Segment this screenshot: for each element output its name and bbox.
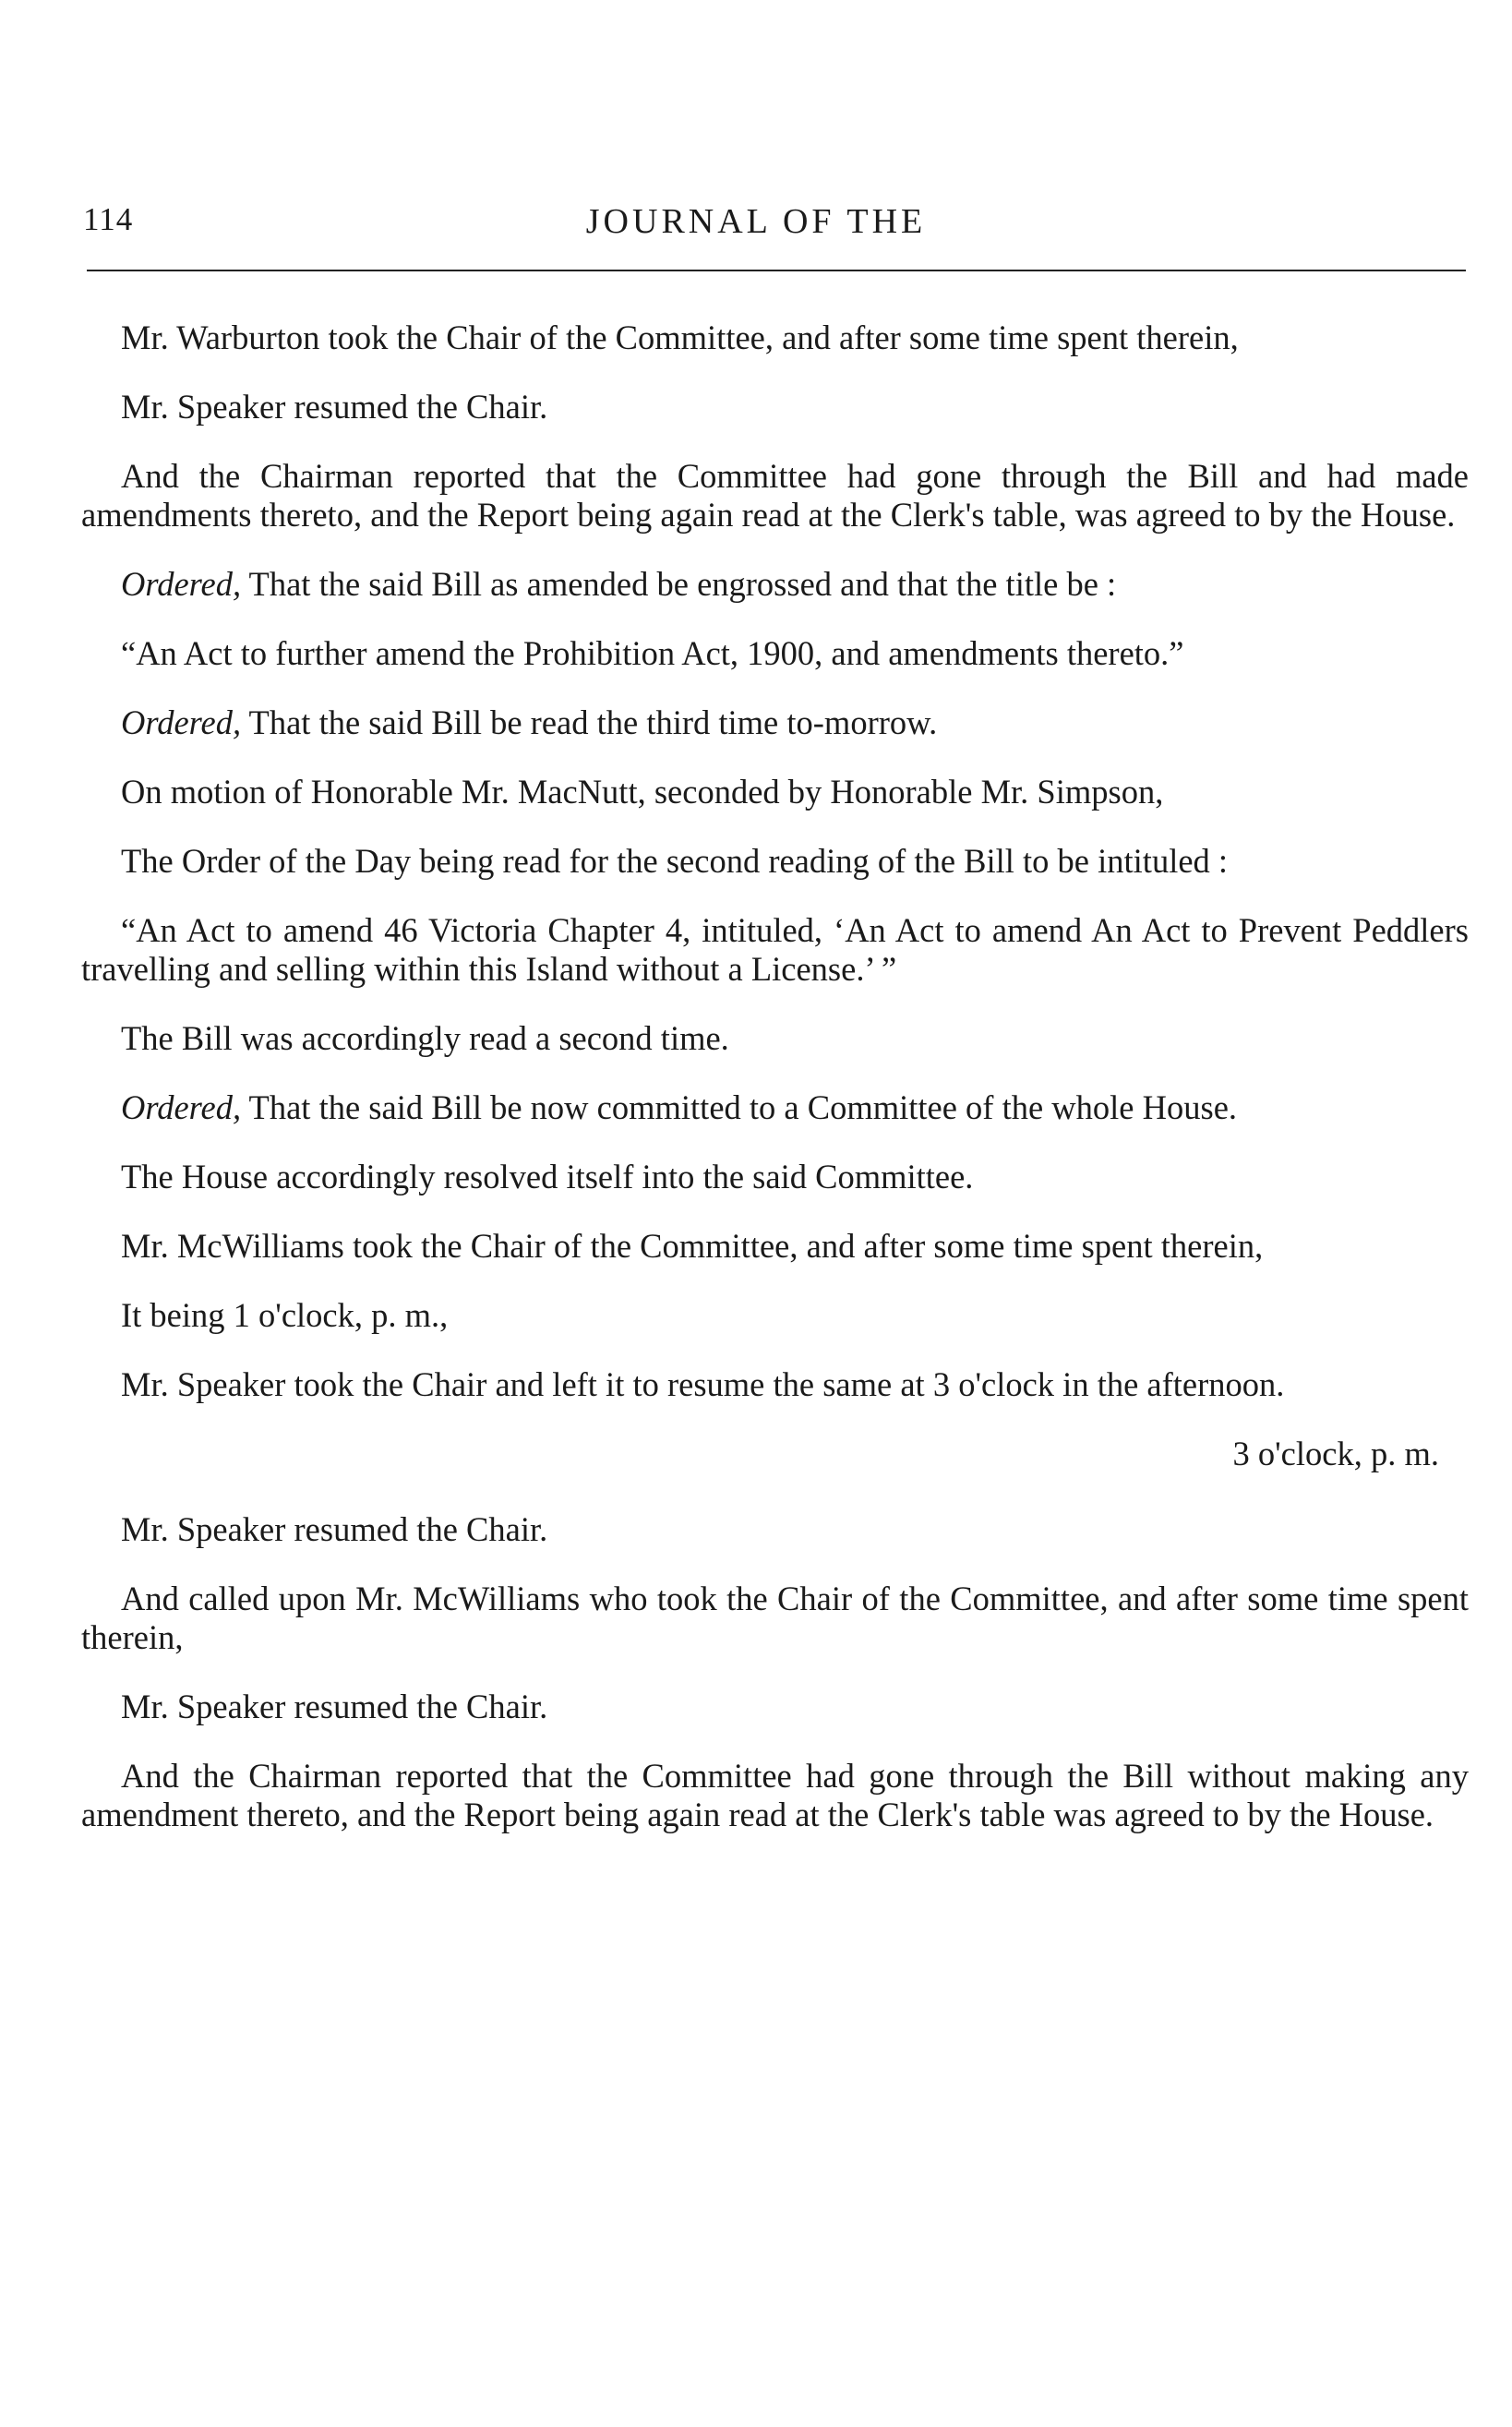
paragraph: On motion of Honorable Mr. MacNutt, seconded by Honorable Mr. Simpson, bbox=[121, 773, 1164, 811]
page-number: 114 bbox=[83, 201, 134, 237]
paragraph: Mr. Speaker resumed the Chair. bbox=[121, 388, 548, 426]
header-rule bbox=[87, 270, 1466, 271]
ordered-lead: Ordered, bbox=[121, 703, 242, 741]
paragraph: Mr. Speaker took the Chair and left it to resume the same at 3 o'clock in the afternoon. bbox=[121, 1365, 1285, 1403]
paragraph: Mr. Speaker resumed the Chair. bbox=[121, 1510, 548, 1548]
body-text bbox=[81, 318, 1469, 1865]
paragraph-ordered: Ordered, That the said Bill be now committed to a Committee of the whole House. bbox=[121, 1088, 1238, 1126]
paragraph: The House accordingly resolved itself into the said Committee. bbox=[121, 1158, 974, 1195]
paragraph: The Order of the Day being read for the second reading of the Bill to be intituled : bbox=[121, 842, 1229, 880]
paragraph: Mr. McWilliams took the Chair of the Committee, and after some time spent therein, bbox=[121, 1227, 1264, 1265]
paragraph: Mr. Speaker resumed the Chair. bbox=[121, 1688, 548, 1725]
time-heading: 3 o'clock, p. m. bbox=[1232, 1435, 1439, 1472]
paragraph: And the Chairman reported that the Committee had gone through the Bill and had made amendments thereto, and the Report being again read at the Clerk's table, was agreed to by the House. bbox=[81, 457, 1469, 534]
paragraph-ordered: Ordered, That the said Bill be read the third time to-morrow. bbox=[121, 703, 938, 741]
paragraph: Mr. Warburton took the Chair of the Committee, and after some time spent therein, bbox=[121, 318, 1239, 356]
paragraph: And called upon Mr. McWilliams who took the Chair of the Committee, and after some time spent therein, bbox=[81, 1580, 1469, 1656]
paragraph-ordered: Ordered, That the said Bill as amended be engrossed and that the title be : bbox=[121, 565, 1117, 603]
paragraph: It being 1 o'clock, p. m., bbox=[121, 1296, 449, 1334]
bill-title: “An Act to further amend the Prohibition Act, 1900, and amendments thereto.” bbox=[121, 634, 1184, 672]
bill-title: “An Act to amend 46 Victoria Chapter 4, intituled, ‘An Act to amend An Act to Prevent Peddlers travelling and selling within this Island without a License.’ ” bbox=[81, 911, 1469, 988]
paragraph: And the Chairman reported that the Committee had gone through the Bill without making any amendment thereto, and the Report being again read at the Clerk's table was agreed to by the House. bbox=[81, 1757, 1469, 1833]
ordered-lead: Ordered, bbox=[121, 565, 242, 603]
paragraph: The Bill was accordingly read a second time. bbox=[121, 1019, 729, 1057]
ordered-lead: Ordered, bbox=[121, 1088, 242, 1126]
running-head: JOURNAL OF THE bbox=[585, 202, 927, 241]
